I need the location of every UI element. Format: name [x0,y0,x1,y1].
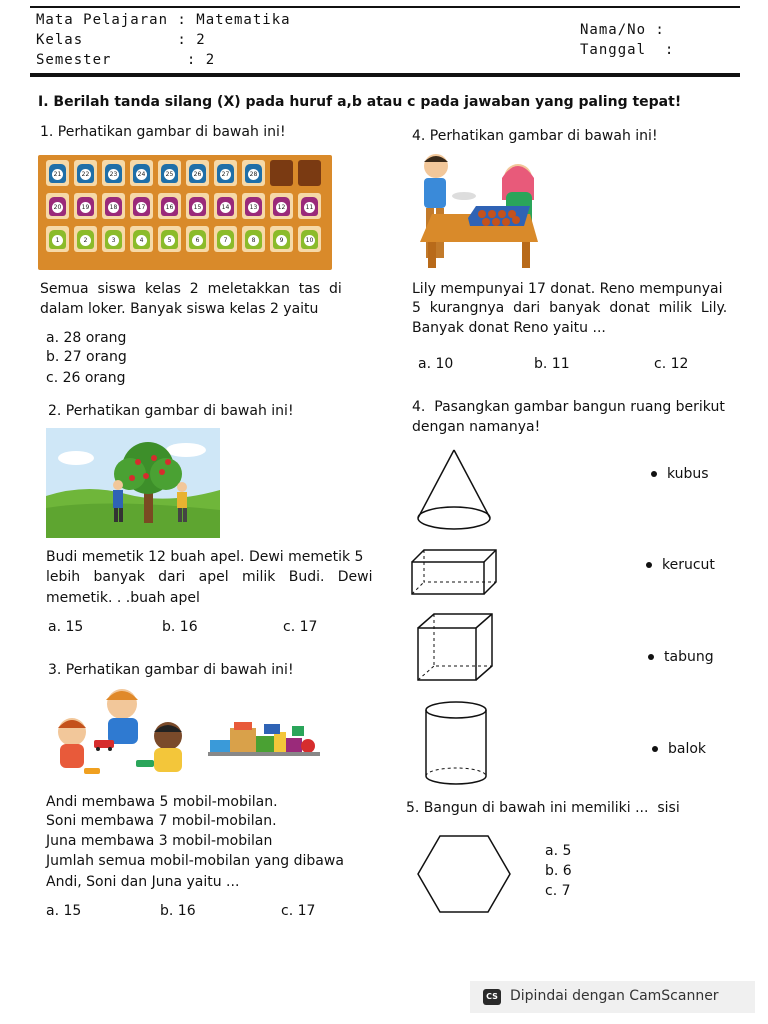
backpack-icon [245,230,262,249]
q2-option-a[interactable]: a. 15 [48,619,84,635]
backpack-icon [133,230,150,249]
q2-text-line3: memetik. . .buah apel [46,590,200,606]
locker-number: 10 [305,237,314,244]
backpack-icon [217,164,234,183]
shape-name-label: tabung [664,649,714,665]
camscanner-label: Dipindai dengan CamScanner [510,988,719,1004]
bullet-dot [652,746,658,752]
backpack-icon [273,230,290,249]
q3-option-c[interactable]: c. 17 [281,903,316,919]
backpack-icon [189,164,206,183]
q3-option-b[interactable]: b. 16 [160,903,196,919]
q4b-prompt-line2: dengan namanya! [412,419,541,435]
backpack-icon [245,164,262,183]
q3-text-line5: Andi, Soni dan Juna yaitu ... [46,874,240,890]
locker-number: 19 [81,204,90,211]
locker-cell [298,160,321,186]
shape-name-label: kerucut [662,557,715,573]
q3-text-line1: Andi membawa 5 mobil-mobilan. [46,794,278,810]
locker-cell [270,226,293,252]
q4a-text-line1: Lily mempunyai 17 donat. Reno mempunyai [412,281,723,297]
locker-number: 4 [136,235,147,246]
locker-cell [214,226,237,252]
locker-number: 24 [137,171,146,178]
q4a-text-line2: 5 kurangnya dari banyak donat milik Lily. [412,300,728,316]
backpack-icon [77,164,94,183]
q5-option-a[interactable]: a. 5 [545,843,572,859]
locker-cell [158,226,181,252]
q1-text-line2: dalam loker. Banyak siswa kelas 2 yaitu [40,301,319,317]
locker-cell [102,226,125,252]
locker-number: 27 [221,171,230,178]
date-label: Tanggal : [580,42,675,58]
header-bottom-rule [30,73,740,77]
locker-cell [298,193,321,219]
q1-text-line1: Semua siswa kelas 2 meletakkan tas di [40,281,342,297]
subject-label: Mata Pelajaran : Matematika [36,12,291,28]
locker-cell [158,160,181,186]
apple-tree-image [46,428,220,538]
locker-cell [102,193,125,219]
locker-number: 17 [137,204,146,211]
shape-name-kerucut[interactable] [646,557,715,573]
locker-cell [74,226,97,252]
q4a-option-a[interactable]: a. 10 [418,356,454,372]
backpack-icon [301,230,318,249]
q4a-option-c[interactable]: c. 12 [654,356,689,372]
locker-cell [214,193,237,219]
locker-cell [130,193,153,219]
locker-number: 7 [220,235,231,246]
q3-option-a[interactable]: a. 15 [46,903,82,919]
cube-shape [416,612,494,682]
instruction: I. Berilah tanda silang (X) pada huruf a,b atau c pada jawaban yang paling tepat! [38,94,682,110]
donut-kids-image [414,152,540,268]
locker-cell [102,160,125,186]
locker-number: 2 [80,235,91,246]
locker-number: 13 [249,204,258,211]
backpack-icon [77,197,94,216]
backpack-icon [217,230,234,249]
locker-number: 15 [193,204,202,211]
shape-name-label: balok [668,741,707,757]
q4b-prompt-line1: 4. Pasangkan gambar bangun ruang berikut [412,399,725,415]
locker-number: 1 [52,235,63,246]
backpack-icon [133,197,150,216]
hexagon-shape [416,834,512,914]
backpack-icon [105,164,122,183]
locker-cell [186,226,209,252]
locker-number: 12 [277,204,286,211]
backpack-icon [217,197,234,216]
backpack-icon [189,197,206,216]
q2-text-line2: lebih banyak dari apel milik Budi. Dewi [46,569,373,585]
q1-option-b[interactable]: b. 27 orang [46,349,127,365]
locker-number: 21 [53,171,62,178]
backpack-icon [49,164,66,183]
locker-cell [46,226,69,252]
backpack-icon [161,197,178,216]
q3-text-line3: Juna membawa 3 mobil-mobilan [46,833,273,849]
backpack-icon [245,197,262,216]
locker-number: 11 [305,204,314,211]
q4a-text-line3: Banyak donat Reno yaitu ... [412,320,606,336]
camscanner-watermark [470,981,755,1013]
q2-text-line1: Budi memetik 12 buah apel. Dewi memetik 5 [46,549,364,565]
q5-option-b[interactable]: b. 6 [545,863,572,879]
backpack-icon [77,230,94,249]
locker-number: 22 [81,171,90,178]
locker-number: 14 [221,204,230,211]
locker-number: 18 [109,204,118,211]
locker-cell [46,160,69,186]
backpack-icon [133,164,150,183]
locker-number: 9 [276,235,287,246]
locker-image [38,155,332,270]
locker-cell [242,193,265,219]
locker-cell [270,160,293,186]
q1-prompt: 1. Perhatikan gambar di bawah ini! [40,124,286,140]
backpack-icon [161,164,178,183]
shape-name-label: kubus [667,466,709,482]
cuboid-shape [410,548,498,596]
q4a-prompt: 4. Perhatikan gambar di bawah ini! [412,128,658,144]
backpack-icon [49,197,66,216]
bullet-dot [651,471,657,477]
bullet-dot [648,654,654,660]
locker-number: 23 [109,171,118,178]
camscanner-logo-icon: CS [483,989,501,1005]
backpack-icon [273,197,290,216]
locker-number: 3 [108,235,119,246]
semester-label: Semester : 2 [36,52,216,68]
shape-name-balok[interactable] [652,741,706,757]
backpack-icon [161,230,178,249]
locker-number: 8 [248,235,259,246]
locker-cell [130,160,153,186]
q5-prompt: 5. Bangun di bawah ini memiliki ... sisi [406,800,680,816]
locker-cell [186,160,209,186]
q3-text-line4: Jumlah semua mobil-mobilan yang dibawa [46,853,344,869]
backpack-icon [105,197,122,216]
backpack-icon [301,197,318,216]
q1-option-a[interactable]: a. 28 orang [46,330,127,346]
backpack-icon [189,230,206,249]
locker-cell [74,193,97,219]
toys-pile-image [208,714,320,758]
q4a-option-b[interactable]: b. 11 [534,356,570,372]
class-label: Kelas : 2 [36,32,206,48]
q1-option-c[interactable]: c. 26 orang [46,370,126,386]
header-top-rule [30,6,740,8]
q3-prompt: 3. Perhatikan gambar di bawah ini! [48,662,294,678]
locker-cell [270,193,293,219]
bullet-dot [646,562,652,568]
locker-cell [242,160,265,186]
backpack-icon [105,230,122,249]
q2-option-b[interactable]: b. 16 [162,619,198,635]
locker-cell [186,193,209,219]
name-label: Nama/No : [580,22,665,38]
locker-number: 16 [165,204,174,211]
locker-cell [158,193,181,219]
locker-number: 5 [164,235,175,246]
locker-cell [242,226,265,252]
cylinder-shape [420,700,492,786]
locker-cell [298,226,321,252]
locker-cell [130,226,153,252]
locker-number: 25 [165,171,174,178]
backpack-icon [49,230,66,249]
kids-playing-image [44,682,192,782]
shape-name-tabung[interactable] [648,649,714,665]
q3-text-line2: Soni membawa 7 mobil-mobilan. [46,813,277,829]
locker-number: 26 [193,171,202,178]
locker-cell [214,160,237,186]
locker-cell [74,160,97,186]
q2-prompt: 2. Perhatikan gambar di bawah ini! [48,403,294,419]
locker-number: 20 [53,204,62,211]
locker-number: 28 [249,171,258,178]
locker-cell [46,193,69,219]
cone-shape [414,448,496,532]
shape-name-kubus[interactable] [651,466,709,482]
locker-number: 6 [192,235,203,246]
q5-option-c[interactable]: c. 7 [545,883,571,899]
q2-option-c[interactable]: c. 17 [283,619,318,635]
